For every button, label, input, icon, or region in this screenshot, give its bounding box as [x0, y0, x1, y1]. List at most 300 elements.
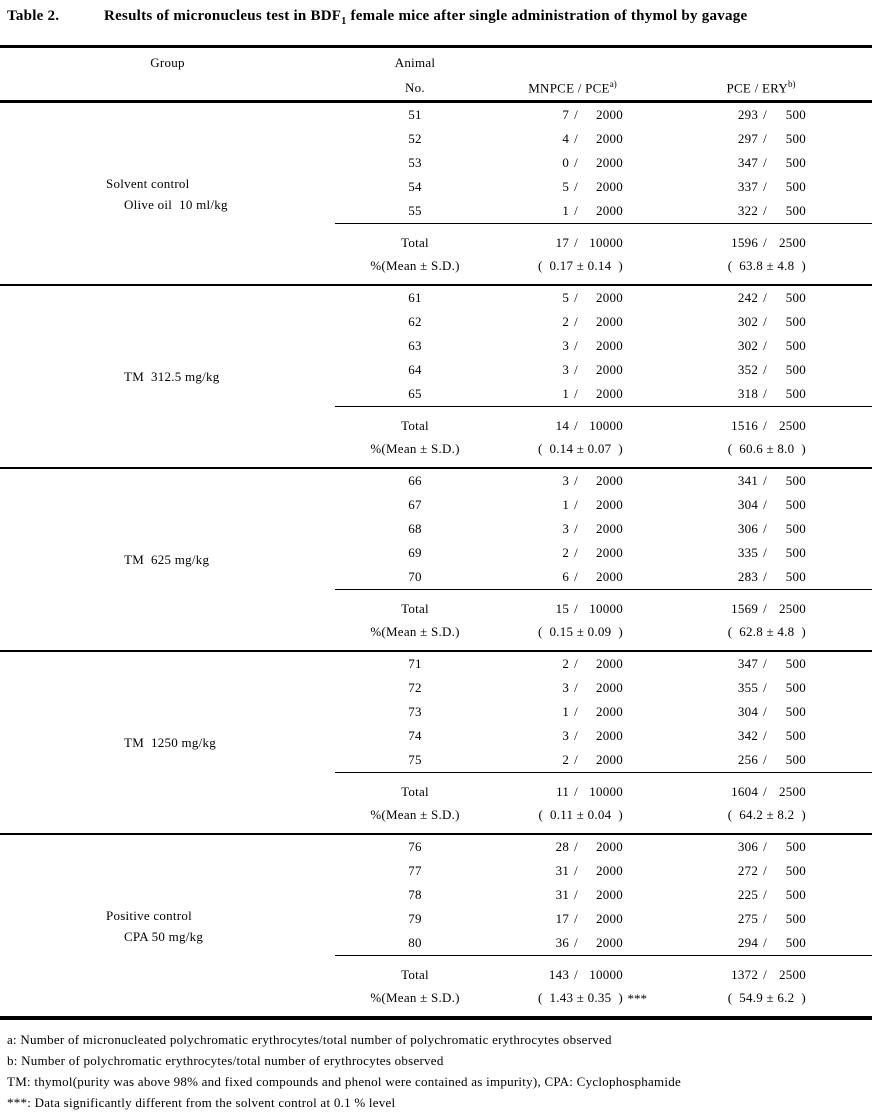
mnpce-cell: [495, 883, 650, 907]
ratio-slash: /: [763, 203, 767, 218]
ratio-slash: /: [574, 966, 578, 982]
ratio-numerator: 7: [562, 107, 570, 122]
ratio-numerator: 14: [555, 417, 570, 433]
ratio-denominator: 2000: [596, 497, 623, 512]
ratio-slash: /: [574, 234, 578, 250]
ratio-slash: /: [763, 935, 767, 950]
mnpce-cell: [495, 748, 650, 773]
animal-no-cell: 64: [408, 362, 422, 377]
ratio-denominator: 2000: [596, 473, 623, 488]
ratio-numerator: 3: [562, 473, 570, 488]
mnpce-cell: [495, 310, 650, 334]
ratio-numerator: 1: [562, 203, 570, 218]
ratio-denominator: 500: [785, 680, 806, 695]
mean-label-cell: %(Mean ± S.D.): [335, 620, 495, 651]
ratio-slash: /: [763, 362, 767, 377]
mnpce-cell: [495, 175, 650, 199]
pce-cell: [650, 102, 872, 128]
ratio-slash: /: [574, 155, 578, 170]
ratio-numerator: 302: [737, 338, 759, 353]
total-mnpce-cell: [495, 224, 650, 255]
ratio-numerator: 342: [737, 728, 759, 743]
footnote-ref-a: a): [609, 78, 617, 89]
mean-label-cell: %(Mean ± S.D.): [335, 803, 495, 834]
ratio-numerator: 31: [555, 887, 570, 902]
group-label-cell: [0, 834, 335, 1018]
group-dose: TM 312.5 mg/kg: [124, 369, 220, 384]
animal-no-cell: 70: [408, 569, 422, 584]
ratio-denominator: 500: [785, 752, 806, 767]
ratio-denominator: 500: [785, 521, 806, 536]
mean-pce-value: ( 54.9 ± 6.2 ): [727, 989, 806, 1005]
ratio-denominator: 2000: [596, 752, 623, 767]
ratio-slash: /: [763, 234, 767, 250]
pce-cell: [650, 724, 872, 748]
ratio-slash: /: [763, 966, 767, 982]
animal-no-cell: 63: [408, 338, 422, 353]
ratio-denominator: 500: [785, 473, 806, 488]
ratio-slash: /: [763, 473, 767, 488]
pce-cell: [650, 651, 872, 676]
ratio-numerator: 17: [555, 234, 570, 250]
animal-no-cell: 67: [408, 497, 422, 512]
ratio-slash: /: [574, 386, 578, 401]
ratio-slash: /: [574, 935, 578, 950]
ratio-slash: /: [574, 863, 578, 878]
ratio-denominator: 2000: [596, 911, 623, 926]
animal-no-cell: 74: [408, 728, 422, 743]
ratio-slash: /: [763, 417, 767, 433]
ratio-denominator: 500: [785, 935, 806, 950]
ratio-slash: /: [574, 179, 578, 194]
ratio-slash: /: [574, 783, 578, 799]
ratio-slash: /: [763, 752, 767, 767]
pce-cell: [650, 748, 872, 773]
group-label-cell: [0, 285, 335, 468]
ratio-numerator: 225: [737, 887, 759, 902]
ratio-denominator: 500: [785, 155, 806, 170]
total-label-cell: Total: [335, 590, 495, 621]
ratio-denominator: 500: [785, 338, 806, 353]
ratio-numerator: 341: [737, 473, 759, 488]
table-number: Table 2.: [7, 8, 60, 24]
ratio-slash: /: [574, 417, 578, 433]
ratio-denominator: 500: [785, 179, 806, 194]
ratio-slash: /: [763, 497, 767, 512]
total-pce-cell: [650, 224, 872, 255]
ratio-slash: /: [763, 155, 767, 170]
ratio-numerator: 28: [555, 839, 570, 854]
total-pce-cell: [650, 956, 872, 987]
header-group: Group: [150, 54, 185, 70]
ratio-numerator: 3: [562, 680, 570, 695]
group-label-cell: [0, 102, 335, 286]
pce-cell: [650, 541, 872, 565]
ratio-slash: /: [574, 704, 578, 719]
ratio-slash: /: [574, 362, 578, 377]
footnote-tm-cpa: TM: thymol(purity was above 98% and fixed compounds and phenol were contained as impurity), CPA: Cyclophosphamide: [7, 1074, 682, 1089]
table-title-text: [104, 6, 747, 32]
ratio-numerator: 4: [562, 131, 570, 146]
ratio-numerator: 347: [737, 656, 759, 671]
ratio-denominator: 500: [785, 569, 806, 584]
ratio-slash: /: [574, 131, 578, 146]
animal-no-cell: 55: [408, 203, 422, 218]
ratio-numerator: 3: [562, 338, 570, 353]
ratio-slash: /: [574, 314, 578, 329]
ratio-slash: /: [763, 521, 767, 536]
ratio-denominator: 2000: [596, 107, 623, 122]
ratio-denominator: 2500: [779, 234, 806, 250]
ratio-denominator: 500: [785, 656, 806, 671]
ratio-slash: /: [763, 911, 767, 926]
ratio-slash: /: [763, 569, 767, 584]
animal-no-cell: 73: [408, 704, 422, 719]
mean-pce-cell: [650, 254, 872, 285]
bdf-subscript: 1: [341, 16, 347, 27]
mean-label-cell: %(Mean ± S.D.): [370, 989, 460, 1005]
mean-mnpce-cell: [495, 986, 650, 1018]
pce-cell: [650, 931, 872, 956]
ratio-denominator: 500: [785, 704, 806, 719]
group-name: Solvent control: [106, 175, 190, 191]
pce-cell: [650, 907, 872, 931]
mean-mnpce-cell: [495, 254, 650, 285]
ratio-denominator: 2000: [596, 887, 623, 902]
animal-no-cell: 75: [408, 752, 422, 767]
ratio-slash: /: [763, 680, 767, 695]
table-header: [0, 47, 872, 102]
mnpce-cell: [495, 127, 650, 151]
mnpce-cell: [495, 907, 650, 931]
footnote-significance: ***: Data significantly different from the solvent control at 0.1 % level: [7, 1095, 396, 1110]
animal-row: [0, 834, 872, 859]
ratio-numerator: 1596: [731, 234, 759, 250]
ratio-denominator: 500: [785, 839, 806, 854]
total-mnpce-cell: [495, 407, 650, 438]
animal-row: [0, 285, 872, 310]
total-label-cell: Total: [335, 224, 495, 255]
ratio-numerator: 0: [562, 155, 570, 170]
ratio-numerator: 15: [555, 600, 570, 616]
ratio-numerator: 337: [737, 179, 759, 194]
ratio-denominator: 2000: [596, 179, 623, 194]
ratio-denominator: 500: [785, 728, 806, 743]
animal-row: [0, 468, 872, 493]
ratio-slash: /: [574, 887, 578, 902]
ratio-numerator: 36: [555, 935, 570, 950]
pce-cell: [650, 493, 872, 517]
mnpce-cell: [495, 102, 650, 128]
footnote-a: a: Number of micronucleated polychromatic erythrocytes/total number of polychromatic erythrocytes observed: [7, 1032, 612, 1047]
header-pce-ery: [650, 75, 872, 102]
ratio-slash: /: [763, 179, 767, 194]
mean-mnpce-cell: [495, 620, 650, 651]
ratio-slash: /: [763, 863, 767, 878]
mnpce-cell: [495, 931, 650, 956]
ratio-numerator: 143: [548, 966, 570, 982]
ratio-slash: /: [763, 656, 767, 671]
animal-no-cell: 53: [408, 155, 422, 170]
animal-no-cell: 69: [408, 545, 422, 560]
animal-no-cell: 62: [408, 314, 422, 329]
ratio-numerator: 322: [737, 203, 759, 218]
ratio-denominator: 2000: [596, 290, 623, 305]
ratio-denominator: 2500: [779, 600, 806, 616]
group-label-cell: [0, 468, 335, 651]
ratio-slash: /: [763, 314, 767, 329]
significance-stars: ***: [627, 990, 647, 1006]
mean-label-cell: %(Mean ± S.D.): [335, 254, 495, 285]
pce-cell: [650, 358, 872, 382]
ratio-slash: /: [574, 656, 578, 671]
footnotes: [0, 1020, 872, 1113]
mean-mnpce-value: ( 0.15 ± 0.09 ): [537, 623, 623, 639]
ratio-denominator: 2000: [596, 545, 623, 560]
mean-pce-value: ( 62.8 ± 4.8 ): [727, 623, 806, 639]
results-table: [0, 45, 872, 1020]
animal-no-cell: 80: [408, 935, 422, 950]
animal-no-cell: 52: [408, 131, 422, 146]
ratio-denominator: 500: [785, 362, 806, 377]
ratio-numerator: 293: [737, 107, 759, 122]
ratio-numerator: 2: [562, 752, 570, 767]
pce-cell: [650, 334, 872, 358]
total-label-cell: Total: [335, 773, 495, 804]
ratio-numerator: 2: [562, 545, 570, 560]
ratio-denominator: 10000: [589, 417, 623, 433]
ratio-denominator: 10000: [589, 783, 623, 799]
ratio-numerator: 304: [737, 704, 759, 719]
ratio-slash: /: [763, 107, 767, 122]
ratio-slash: /: [574, 839, 578, 854]
ratio-denominator: 2000: [596, 386, 623, 401]
total-label-cell: Total: [335, 956, 495, 987]
total-pce-cell: [650, 407, 872, 438]
ratio-slash: /: [763, 704, 767, 719]
ratio-slash: /: [763, 131, 767, 146]
mean-mnpce-cell: [495, 437, 650, 468]
animal-no-cell: 78: [408, 887, 422, 902]
ratio-denominator: 2000: [596, 680, 623, 695]
mean-pce-value: ( 60.6 ± 8.0 ): [727, 440, 806, 456]
ratio-numerator: 306: [737, 839, 759, 854]
ratio-numerator: 335: [737, 545, 759, 560]
animal-no-cell: 61: [408, 290, 422, 305]
ratio-numerator: 1: [562, 704, 570, 719]
header-mnpce-label: MNPCE / PCE: [528, 80, 610, 96]
header-pce-label: PCE / ERY: [726, 80, 788, 96]
mnpce-cell: [495, 493, 650, 517]
ratio-denominator: 500: [785, 386, 806, 401]
mean-mnpce-value: ( 0.11 ± 0.04 ): [538, 806, 623, 822]
ratio-numerator: 1604: [731, 783, 759, 799]
animal-no-cell: 79: [408, 911, 422, 926]
table-body: [0, 102, 872, 1019]
table-caption: [0, 0, 872, 32]
total-pce-cell: [650, 773, 872, 804]
ratio-numerator: 256: [737, 752, 759, 767]
mnpce-cell: [495, 199, 650, 224]
ratio-denominator: 500: [785, 131, 806, 146]
ratio-denominator: 2000: [596, 839, 623, 854]
mean-pce-value: ( 64.2 ± 8.2 ): [727, 806, 806, 822]
ratio-numerator: 347: [737, 155, 759, 170]
ratio-slash: /: [574, 752, 578, 767]
ratio-numerator: 1372: [731, 966, 759, 982]
pce-cell: [650, 285, 872, 310]
ratio-denominator: 2000: [596, 935, 623, 950]
ratio-slash: /: [574, 107, 578, 122]
ratio-slash: /: [574, 545, 578, 560]
animal-no-cell: 54: [408, 179, 422, 194]
pce-cell: [650, 175, 872, 199]
ratio-slash: /: [574, 521, 578, 536]
ratio-slash: /: [574, 497, 578, 512]
mean-pce-value: ( 63.8 ± 4.8 ): [727, 257, 806, 273]
ratio-numerator: 304: [737, 497, 759, 512]
mean-pce-cell: [650, 437, 872, 468]
mean-mnpce-value: ( 0.17 ± 0.14 ): [537, 257, 623, 273]
ratio-slash: /: [763, 728, 767, 743]
mnpce-cell: [495, 859, 650, 883]
ratio-numerator: 318: [737, 386, 759, 401]
ratio-numerator: 352: [737, 362, 759, 377]
animal-no-cell: 66: [408, 473, 422, 488]
pce-cell: [650, 565, 872, 590]
animal-no-cell: 65: [408, 386, 422, 401]
ratio-denominator: 500: [785, 887, 806, 902]
ratio-numerator: 3: [562, 362, 570, 377]
mnpce-cell: [495, 468, 650, 493]
pce-cell: [650, 199, 872, 224]
ratio-denominator: 2000: [596, 314, 623, 329]
ratio-denominator: 500: [785, 911, 806, 926]
pce-cell: [650, 883, 872, 907]
header-row-1: [0, 47, 872, 76]
ratio-numerator: 272: [737, 863, 759, 878]
ratio-denominator: 2000: [596, 704, 623, 719]
total-mnpce-cell: [495, 773, 650, 804]
animal-no-cell: 68: [408, 521, 422, 536]
ratio-numerator: 2: [562, 314, 570, 329]
mnpce-cell: [495, 334, 650, 358]
ratio-slash: /: [574, 728, 578, 743]
ratio-numerator: 297: [737, 131, 759, 146]
ratio-denominator: 500: [785, 314, 806, 329]
ratio-denominator: 10000: [589, 234, 623, 250]
animal-no-cell: 71: [408, 656, 422, 671]
ratio-numerator: 3: [562, 728, 570, 743]
mnpce-cell: [495, 151, 650, 175]
ratio-denominator: 2000: [596, 203, 623, 218]
pce-cell: [650, 382, 872, 407]
pce-cell: [650, 310, 872, 334]
ratio-denominator: 2000: [596, 362, 623, 377]
mean-mnpce-cell: [495, 803, 650, 834]
group-label-cell: [0, 651, 335, 834]
pce-cell: [650, 700, 872, 724]
ratio-slash: /: [763, 290, 767, 305]
ratio-denominator: 10000: [589, 600, 623, 616]
ratio-denominator: 2500: [779, 966, 806, 982]
group-dose: TM 1250 mg/kg: [124, 735, 216, 750]
ratio-slash: /: [763, 338, 767, 353]
title-segment-before: Results of micronucleus test in BDF: [104, 8, 342, 24]
ratio-numerator: 294: [737, 935, 759, 950]
mnpce-cell: [495, 517, 650, 541]
ratio-numerator: 355: [737, 680, 759, 695]
header-spacer-1: [495, 47, 650, 76]
ratio-slash: /: [574, 290, 578, 305]
mnpce-cell: [495, 676, 650, 700]
ratio-denominator: 500: [785, 290, 806, 305]
group-dose: CPA 50 mg/kg: [124, 928, 204, 944]
ratio-denominator: 2500: [779, 783, 806, 799]
ratio-denominator: 500: [785, 203, 806, 218]
ratio-denominator: 2000: [596, 728, 623, 743]
animal-row: [0, 651, 872, 676]
animal-no-cell: 77: [408, 863, 422, 878]
ratio-numerator: 242: [737, 290, 759, 305]
mnpce-cell: [495, 285, 650, 310]
mnpce-cell: [495, 651, 650, 676]
pce-cell: [650, 127, 872, 151]
mean-pce-cell: [650, 803, 872, 834]
ratio-numerator: 31: [555, 863, 570, 878]
mnpce-cell: [495, 834, 650, 859]
mnpce-cell: [495, 382, 650, 407]
ratio-numerator: 1: [562, 497, 570, 512]
ratio-denominator: 2500: [779, 417, 806, 433]
ratio-denominator: 2000: [596, 863, 623, 878]
mean-label-cell: %(Mean ± S.D.): [335, 437, 495, 468]
ratio-slash: /: [574, 680, 578, 695]
mnpce-cell: [495, 700, 650, 724]
pce-cell: [650, 517, 872, 541]
animal-no-cell: 72: [408, 680, 422, 695]
ratio-numerator: 3: [562, 521, 570, 536]
mean-pce-cell: [650, 986, 872, 1018]
ratio-numerator: 2: [562, 656, 570, 671]
pce-cell: [650, 468, 872, 493]
ratio-denominator: 2000: [596, 131, 623, 146]
ratio-numerator: 5: [562, 290, 570, 305]
pce-cell: [650, 859, 872, 883]
mnpce-cell: [495, 724, 650, 748]
group-dose: TM 625 mg/kg: [124, 552, 210, 567]
ratio-denominator: 2000: [596, 569, 623, 584]
ratio-numerator: 6: [562, 569, 570, 584]
pce-cell: [650, 151, 872, 175]
ratio-slash: /: [763, 600, 767, 616]
ratio-denominator: 10000: [589, 966, 623, 982]
ratio-slash: /: [763, 386, 767, 401]
ratio-numerator: 1: [562, 386, 570, 401]
ratio-slash: /: [763, 887, 767, 902]
footnote-ref-b: b): [788, 78, 796, 89]
footnote-b: b: Number of polychromatic erythrocytes/total number of erythrocytes observed: [7, 1053, 444, 1068]
animal-no-cell: 51: [408, 107, 422, 122]
group-dose: Olive oil 10 ml/kg: [124, 196, 228, 212]
title-segment-after: female mice after single administration of thymol by gavage: [346, 8, 748, 24]
ratio-slash: /: [763, 783, 767, 799]
ratio-denominator: 500: [785, 497, 806, 512]
ratio-slash: /: [763, 545, 767, 560]
mean-pce-cell: [650, 620, 872, 651]
header-animal: Animal: [394, 54, 436, 70]
mnpce-cell: [495, 541, 650, 565]
